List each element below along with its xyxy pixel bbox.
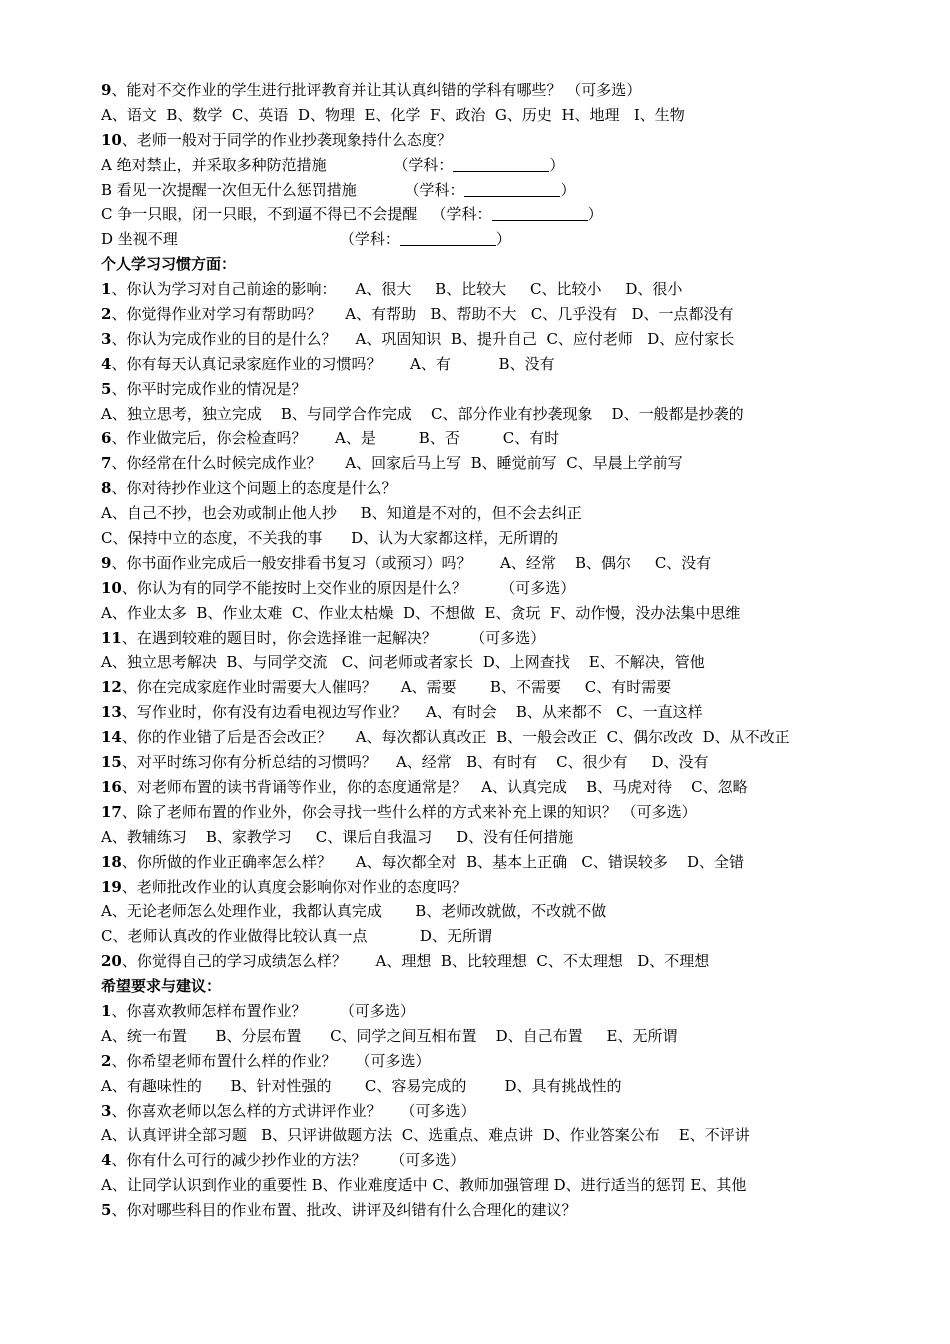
question-number: 6: [101, 429, 112, 448]
question-text: 、作业做完后，你会检查吗？ A、是 B、否 C、有时: [111, 429, 560, 448]
question-text: 、你认为有的同学不能按时上交作业的原因是什么？ （可多选）: [121, 578, 576, 597]
question-text: 、在遇到较难的题目时，你会选择谁一起解决？ （可多选）: [121, 628, 546, 647]
question-text: 、你喜欢老师以怎么样的方式讲评作业？ （可多选）: [111, 1101, 476, 1120]
close-paren: ）: [587, 205, 603, 224]
question-line: [101, 750, 901, 775]
question-text: 、老师批改作业的认真度会影响你对作业的态度吗？: [121, 877, 467, 896]
question-line: [101, 1099, 901, 1124]
question-line: [101, 277, 901, 302]
question-number: 2: [101, 305, 112, 324]
fill-in-blank[interactable]: [453, 155, 549, 172]
question-number: 8: [101, 479, 112, 498]
question-number: 7: [101, 454, 112, 473]
question-text: 、你认为完成作业的目的是什么？ A、巩固知识 B、提升自己 C、应付老师 D、应付家长: [111, 329, 735, 348]
question-number: 1: [101, 280, 112, 299]
option-text: C 争一只眼，闭一只眼，不到逼不得已不会提醒 （学科：: [101, 205, 492, 224]
answer-options: A、自己不抄，也会劝或制止他人抄 B、知道是不对的，但不会去纠正: [101, 504, 582, 523]
question-text: 、你有什么可行的减少抄作业的方法？ （可多选）: [111, 1151, 466, 1170]
question-number: 10: [101, 130, 122, 149]
question-line: [101, 576, 901, 601]
question-number: 14: [101, 728, 122, 747]
question-number: 5: [101, 1201, 112, 1220]
question-line: [101, 775, 901, 800]
habit-question-list: [101, 277, 901, 974]
option-text: B 看见一次提醒一次但无什么惩罚措施 （学科：: [101, 180, 465, 199]
answer-options: C、老师认真改的作业做得比较认真一点 D、无所谓: [101, 927, 492, 946]
close-paren: ）: [495, 230, 511, 249]
question-number: 15: [101, 753, 122, 772]
section-heading: 个人学习习惯方面：: [101, 255, 237, 274]
question-number: 1: [101, 1001, 112, 1020]
question-text: 、你书面作业完成后一般安排看书复习（或预习）吗？ A、经常 B、偶尔 C、没有: [111, 553, 712, 572]
answer-options: A、统一布置 B、分层布置 C、同学之间互相布置 D、自己布置 E、无所谓: [101, 1026, 678, 1045]
question-number: 16: [101, 777, 122, 796]
question-line: [101, 352, 901, 377]
fill-in-blank[interactable]: [464, 180, 560, 197]
question-text: 、你经常在什么时候完成作业？ A、回家后马上写 B、睡觉前写 C、早晨上学前写: [111, 454, 683, 473]
question-line: [101, 725, 901, 750]
answer-options: A、无论老师怎么处理作业，我都认真完成 B、老师改就做，不改就不做: [101, 902, 607, 921]
close-paren: ）: [560, 180, 576, 199]
answer-options: A、独立思考解决 B、与同学交流 C、问老师或者家长 D、上网查找 E、不解决，管他: [101, 653, 705, 672]
answer-options: A、有趣味性的 B、针对性强的 C、容易完成的 D、具有挑战性的: [101, 1076, 622, 1095]
question-line: [101, 1198, 901, 1223]
question-text: 、你所做的作业正确率怎么样？ A、每次都全对 B、基本上正确 C、错误较多 D、全错: [121, 852, 744, 871]
question-text: 、你认为学习对自己前途的影响： A、很大 B、比较大 C、比较小 D、很小: [111, 280, 683, 299]
question-text: 、你平时完成作业的情况是？: [111, 379, 307, 398]
question-line: [101, 476, 901, 501]
question-text: 、你对待抄作业这个问题上的态度是什么？: [111, 479, 397, 498]
question-line: [101, 626, 901, 651]
question-number: 4: [101, 354, 112, 373]
answer-option-a: [101, 153, 901, 178]
close-paren: ）: [549, 155, 565, 174]
question-text: 、你的作业错了后是否会改正？ A、每次都认真改正 B、一般会改正 C、偶尔改改 D、从不改正: [121, 728, 790, 747]
question-number: 9: [101, 81, 112, 99]
question-number: 12: [101, 678, 122, 697]
answer-option-b: [101, 178, 901, 203]
question-text: 、你在完成家庭作业时需要大人催吗？ A、需要 B、不需要 C、有时需要: [121, 678, 672, 697]
answer-options: A、独立思考，独立完成 B、与同学合作完成 C、部分作业有抄袭现象 D、一般都是抄袭的: [101, 404, 744, 423]
question-line: [101, 426, 901, 451]
question-line: [101, 999, 901, 1024]
question-number: 5: [101, 379, 112, 398]
question-line: [101, 327, 901, 352]
answer-options: C、保持中立的态度，不关我的事 D、认为大家都这样，无所谓的: [101, 529, 559, 548]
question-number: 18: [101, 852, 122, 871]
question-text: 、老师一般对于同学的作业抄袭现象持什么态度？: [121, 130, 452, 149]
question-line: [101, 675, 901, 700]
suggestion-question-list: [101, 999, 901, 1223]
option-text: A 绝对禁止，并采取多种防范措施 （学科：: [101, 155, 454, 174]
question-text: 、对老师布置的读书背诵等作业，你的态度通常是？ A、认真完成 B、马虎对待 C、忽略: [121, 777, 748, 796]
question-line: [101, 1148, 901, 1173]
question-line: [101, 875, 901, 900]
question-number: 9: [101, 553, 112, 572]
question-number: 13: [101, 703, 122, 722]
survey-document: [101, 78, 901, 1223]
question-line: [101, 302, 901, 327]
question-number: 3: [101, 1101, 112, 1120]
question-line: [101, 1049, 901, 1074]
question-line: [101, 700, 901, 725]
question-line: [101, 377, 901, 402]
question-text: 、你希望老师布置什么样的作业？ （可多选）: [111, 1051, 431, 1070]
question-text: 、对平时练习你有分析总结的习惯吗？ A、经常 B、有时有 C、很少有 D、没有: [121, 753, 709, 772]
fill-in-blank[interactable]: [400, 229, 496, 246]
question-text: 、你对哪些科目的作业布置、批改、讲评及纠错有什么合理化的建议？: [111, 1201, 577, 1220]
question-text: 、你觉得自己的学习成绩怎么样？ A、理想 B、比较理想 C、不太理想 D、不理想: [121, 952, 710, 971]
question-text: 、你觉得作业对学习有帮助吗？ A、有帮助 B、帮助不大 C、几乎没有 D、一点都没有: [111, 305, 734, 324]
question-text: 、写作业时，你有没有边看电视边写作业？ A、有时会 B、从来都不 C、一直这样: [121, 703, 703, 722]
option-text: D 坐视不理 （学科：: [101, 230, 400, 249]
question-line: [101, 850, 901, 875]
question-line: [101, 78, 901, 103]
question-number: 20: [101, 952, 122, 971]
answer-options: A、作业太多 B、作业太难 C、作业太枯燥 D、不想做 E、贪玩 F、动作慢，没办法集中思维: [101, 603, 741, 622]
question-line: [101, 800, 901, 825]
answer-options: A、语文 B、数学 C、英语 D、物理 E、化学 F、政治 G、历史 H、地理 I、生物: [101, 105, 685, 124]
question-number: 17: [101, 802, 122, 821]
question-line: [101, 949, 901, 974]
answer-options: A、让同学认识到作业的重要性 B、作业难度适中 C、教师加强管理 D、进行适当的惩罚 E、其他: [101, 1176, 747, 1195]
question-text: 、除了老师布置的作业外，你会寻找一些什么样的方式来补充上课的知识？ （可多选）: [121, 802, 697, 821]
question-number: 11: [101, 628, 122, 647]
answer-option-d: [101, 227, 901, 252]
answer-options: A、认真评讲全部习题 B、只评讲做题方法 C、选重点、难点讲 D、作业答案公布 E、不评讲: [101, 1126, 750, 1145]
question-line: [101, 551, 901, 576]
question-number: 2: [101, 1051, 112, 1070]
question-number: 19: [101, 877, 122, 896]
fill-in-blank[interactable]: [492, 204, 588, 221]
question-text: 、能对不交作业的学生进行批评教育并让其认真纠错的学科有哪些？ （可多选）: [111, 81, 642, 99]
question-number: 3: [101, 329, 112, 348]
section-heading: 希望要求与建议：: [101, 977, 222, 996]
answer-options: A、教辅练习 B、家教学习 C、课后自我温习 D、没有任何措施: [101, 827, 574, 846]
question-line: [101, 128, 901, 153]
question-number: 10: [101, 578, 122, 597]
question-line: [101, 451, 901, 476]
answer-option-c: [101, 202, 901, 227]
question-text: 、你有每天认真记录家庭作业的习惯吗？ A、有 B、没有: [111, 354, 555, 373]
question-text: 、你喜欢教师怎样布置作业？ （可多选）: [111, 1001, 415, 1020]
question-number: 4: [101, 1151, 112, 1170]
